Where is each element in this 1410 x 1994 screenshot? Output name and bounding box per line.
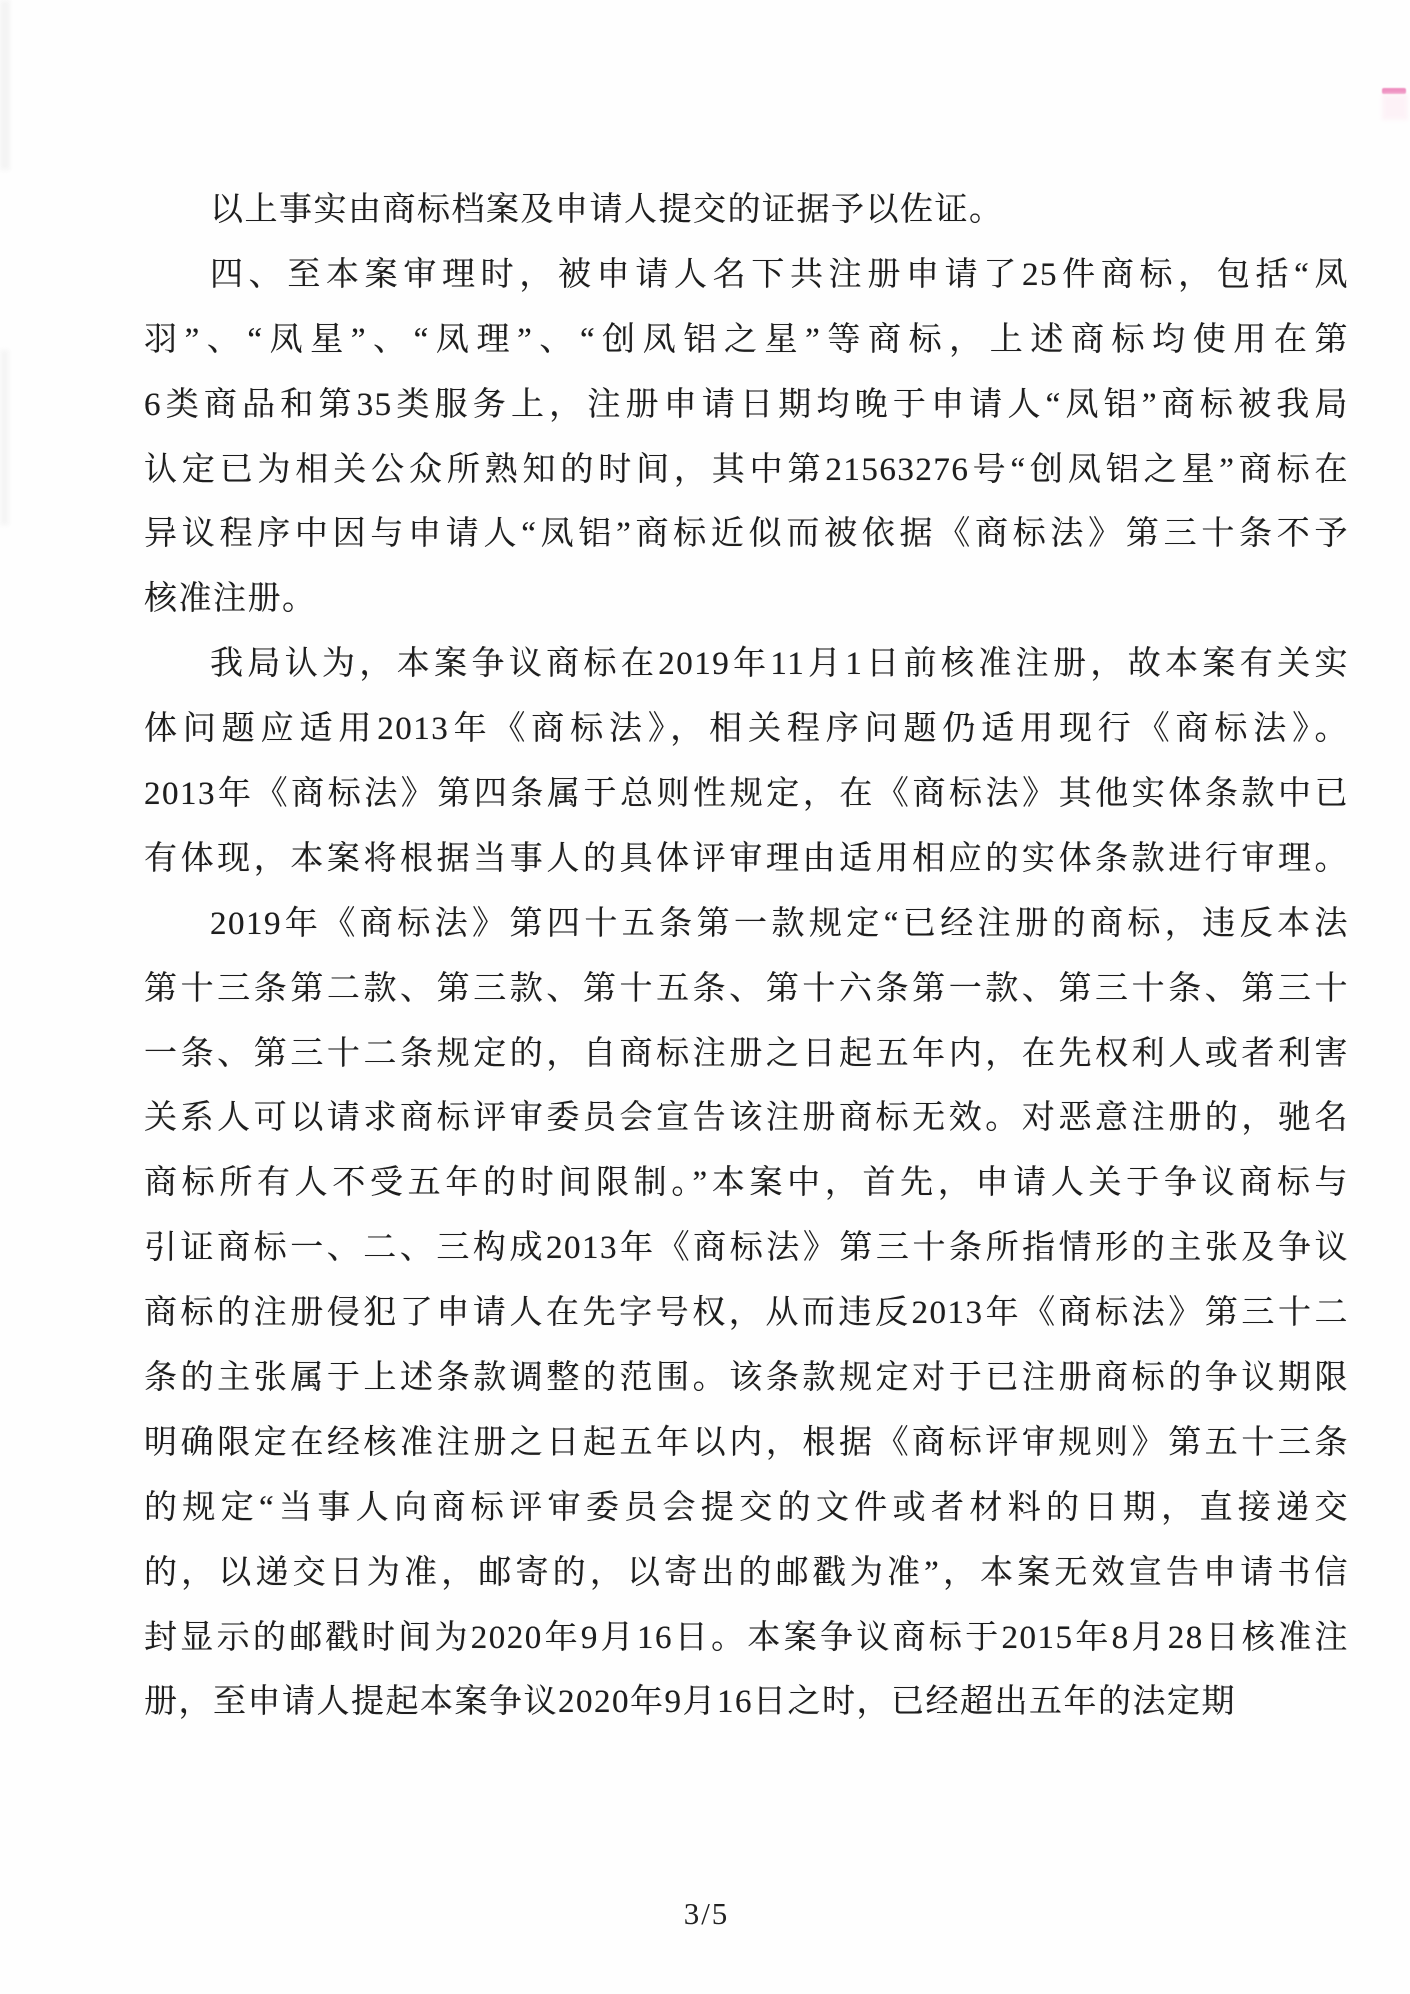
page-number: 3/5: [683, 1896, 730, 1931]
text-line: 以上事实由商标档案及申请人提交的证据予以佐证。: [210, 192, 1004, 228]
text-line: 商标的注册侵犯了申请人在先字号权，从而违反2013年《商标法》第三十二: [144, 1295, 1349, 1332]
text-line: 有体现，本案将根据当事人的具体评审理由适用相应的实体条款进行审理。: [144, 840, 1349, 877]
text-line: 认定已为相关公众所熟知的时间，其中第21563276号“创凤铝之星”商标在: [144, 451, 1349, 488]
text-line: 体问题应适用2013年《商标法》，相关程序问题仍适用现行《商标法》。: [144, 711, 1349, 748]
pink-highlight-fade: [1382, 94, 1408, 120]
text-line: 核准注册。: [144, 581, 317, 618]
text-line: 第十三条第二款、第三款、第十五条、第十六条第一款、第三十条、第三十: [144, 970, 1349, 1007]
text-line: 关系人可以请求商标评审委员会宣告该注册商标无效。对恶意注册的，驰名: [144, 1100, 1349, 1137]
text-line: 6类商品和第35类服务上，注册申请日期均晚于申请人“凤铝”商标被我局: [144, 386, 1349, 423]
text-line: 四、至本案审理时，被申请人名下共注册申请了25件商标，包括“凤: [210, 256, 1349, 293]
document-body-text: [144, 178, 1349, 1735]
text-line: 2019年《商标法》第四十五条第一款规定“已经注册的商标，违反本法: [210, 905, 1349, 942]
text-line: 引证商标一、二、三构成2013年《商标法》第三十条所指情形的主张及争议: [144, 1230, 1349, 1267]
text-line: 异议程序中因与申请人“凤铝”商标近似而被依据《商标法》第三十条不予: [144, 516, 1349, 553]
text-line: 2013年《商标法》第四条属于总则性规定，在《商标法》其他实体条款中已: [144, 776, 1349, 813]
text-line: 商标所有人不受五年的时间限制。”本案中，首先，申请人关于争议商标与: [144, 1165, 1349, 1202]
text-line: 的，以递交日为准，邮寄的，以寄出的邮戳为准”，本案无效宣告申请书信: [144, 1554, 1349, 1591]
text-line: 封显示的邮戳时间为2020年9月16日。本案争议商标于2015年8月28日核准注: [144, 1619, 1350, 1656]
text-line: 册，至申请人提起本案争议2020年9月16日之时，已经超出五年的法定期: [144, 1684, 1236, 1721]
text-line: 明确限定在经核准注册之日起五年以内，根据《商标评审规则》第五十三条: [144, 1424, 1349, 1461]
text-line: 我局认为，本案争议商标在2019年11月1日前核准注册，故本案有关实: [210, 646, 1349, 683]
scan-edge-smudge: [0, 0, 10, 170]
text-line: 条的主张属于上述条款调整的范围。该条款规定对于已注册商标的争议期限: [144, 1360, 1349, 1397]
text-line: 一条、第三十二条规定的，自商标注册之日起五年内，在先权利人或者利害: [144, 1035, 1349, 1072]
text-line: 羽”、“凤星”、“凤理”、“创凤铝之星”等商标，上述商标均使用在第: [144, 321, 1349, 358]
scan-edge-smudge: [0, 350, 9, 525]
text-line: 的规定“当事人向商标评审委员会提交的文件或者材料的日期，直接递交: [144, 1489, 1349, 1526]
